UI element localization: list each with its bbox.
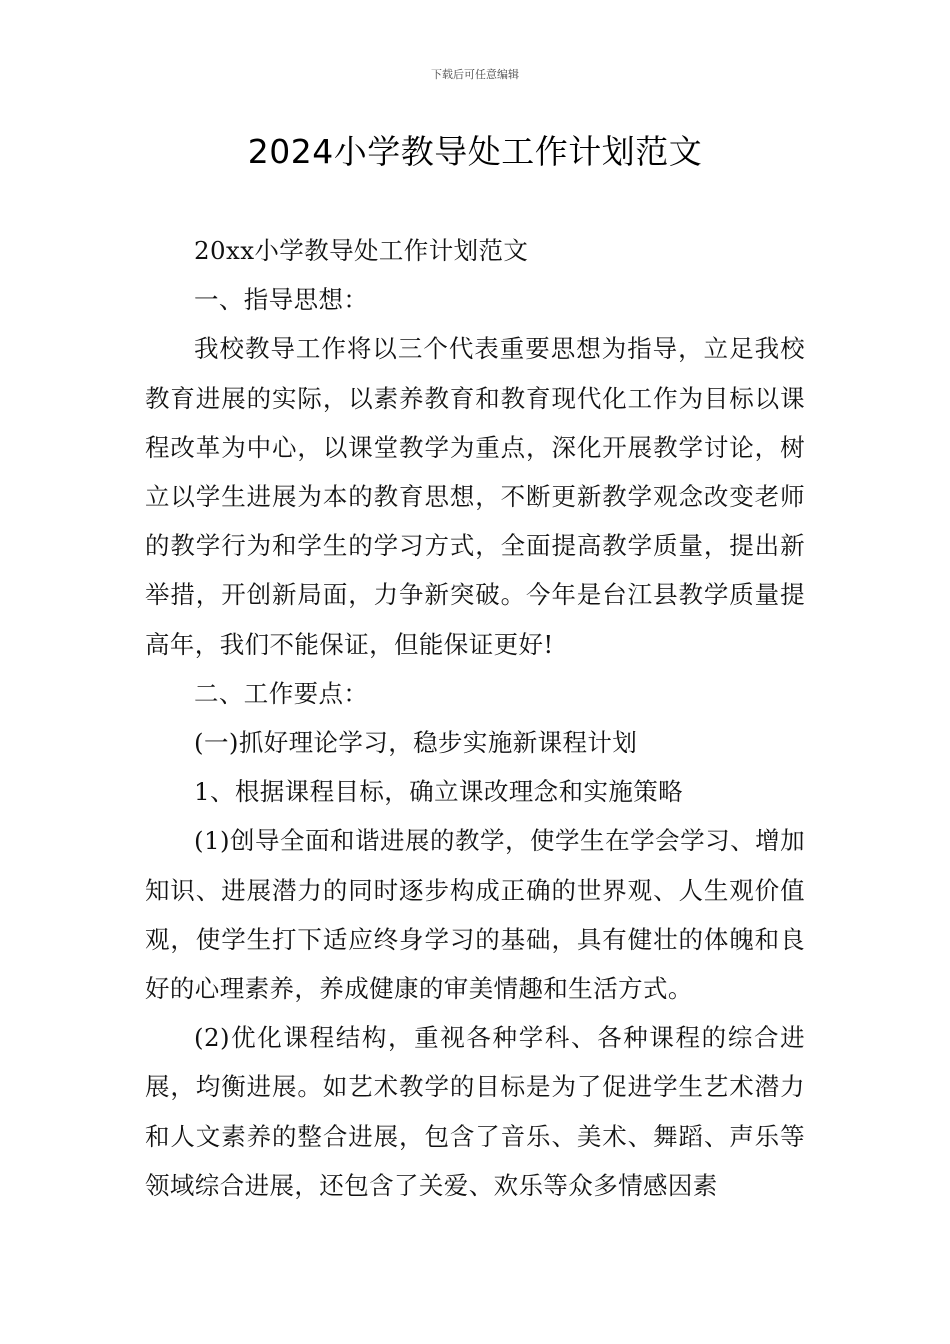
document-title: 2024小学教导处工作计划范文: [247, 132, 703, 171]
document-body: [145, 226, 805, 1210]
paragraph-section-heading-1: 一、指导思想：: [194, 285, 369, 315]
header-note: 下载后可任意编辑: [431, 68, 519, 81]
paragraph-subheading-1: (一)抓好理论学习，稳步实施新课程计划: [194, 728, 638, 758]
paragraph-section-heading-2: 二、工作要点：: [194, 678, 369, 708]
paragraph-subtitle: 20xx小学教导处工作计划范文: [194, 236, 529, 265]
paragraph-guiding-thought: 我校教导工作将以三个代表重要思想为指导，立足我校教育进展的实际，以素养教育和教育现代化工作为目标以课程改革为中心，以课堂教学为重点，深化开展教学讨论，树立以学生进展为本的教育思想，不断更新教学观念改变老师的教学行为和学生的学习方式，全面提高教学质量，提出新举措，开创新局面，力争新突破。今年是台江县教学质量提高年，我们不能保证，但能保证更好!: [145, 334, 805, 659]
paragraph-point-2: (2)优化课程结构，重视各种学科、各种课程的综合进展，均衡进展。如艺术教学的目标是为了促进学生艺术潜力和人文素养的整合进展，包含了音乐、美术、舞蹈、声乐等领域综合进展，还包含了关爱、欢乐等众多情感因素: [145, 1023, 805, 1200]
paragraph-item-1: 1、根据课程目标，确立课改理念和实施策略: [194, 777, 684, 807]
paragraph-point-1: (1)创导全面和谐进展的教学，使学生在学会学习、增加知识、进展潜力的同时逐步构成正确的世界观、人生观价值观，使学生打下适应终身学习的基础，具有健壮的体魄和良好的心理素养，养成健康的审美情趣和生活方式。: [145, 826, 805, 1004]
